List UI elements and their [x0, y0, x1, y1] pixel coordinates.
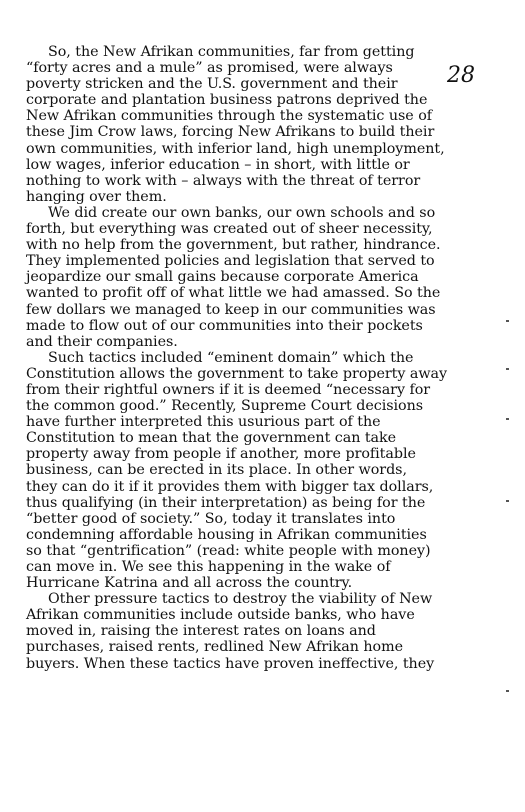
text-line: these Jim Crow laws, forcing New Afrikans to build their	[26, 124, 435, 141]
text-line: and their companies.	[26, 333, 178, 350]
text-line: can move in. We see this happening in the wake of	[26, 559, 391, 575]
text-line: the common good.” Recently, Supreme Court decisions	[26, 398, 424, 415]
text-line: hanging over them.	[26, 188, 167, 205]
text-line: poverty stricken and the U.S. government and their	[26, 76, 398, 93]
handwritten-page-number: 28	[447, 63, 475, 88]
text-line: have further interpreted this usurious part of the	[26, 414, 381, 431]
text-line: from their rightful owners if it is deemed “necessary for	[26, 381, 431, 398]
text-line: business, can be erected in its place. In other words,	[26, 462, 407, 479]
text-line: Constitution allows the government to take property away	[26, 365, 448, 382]
text-line: They implemented policies and legislation that served to	[26, 253, 435, 270]
text-line: So, the New Afrikan communities, far from getting	[48, 44, 415, 60]
text-line: New Afrikan communities through the systematic use of	[26, 108, 433, 125]
margin-mark	[506, 368, 509, 370]
text-line: Afrikan communities include outside banks, who have	[26, 607, 415, 624]
text-line: few dollars we managed to keep in our communities was	[26, 301, 436, 318]
margin-mark	[506, 690, 509, 692]
text-line: jeopardize our small gains because corporate America	[26, 269, 419, 286]
text-line: thus qualifying (in their interpretation) as being for the	[26, 494, 426, 511]
margin-mark	[506, 320, 509, 322]
text-line: Other pressure tactics to destroy the viability of New	[48, 591, 433, 608]
margin-mark	[506, 418, 509, 420]
text-line: low wages, inferior education – in short, with little or	[26, 156, 410, 173]
text-line: they can do it if it provides them with bigger tax dollars,	[26, 478, 434, 495]
text-line: property away from people if another, more profitable	[26, 446, 416, 463]
text-line: purchases, raised rents, redlined New Afrikan home	[26, 639, 404, 656]
body-text	[26, 44, 496, 672]
text-line: corporate and plantation business patrons deprived the	[26, 92, 428, 109]
text-line: forth, but everything was created out of sheer necessity,	[26, 221, 433, 238]
text-line: Such tactics included “eminent domain” which the	[48, 349, 414, 366]
text-line: so that “gentrification” (read: white people with money)	[26, 542, 431, 559]
text-line: own communities, with inferior land, high unemployment,	[26, 140, 445, 157]
text-line: condemning affordable housing in Afrikan communities	[26, 526, 427, 543]
text-line: “forty acres and a mule” as promised, were always	[26, 60, 393, 77]
margin-mark	[506, 500, 509, 502]
text-line: nothing to work with – always with the threat of terror	[26, 172, 421, 189]
text-line: We did create our own banks, our own schools and so	[48, 204, 436, 221]
text-line: made to flow out of our communities into their pockets	[26, 317, 423, 334]
text-line: wanted to profit off of what little we had amassed. So the	[26, 285, 441, 302]
text-line: with no help from the government, but rather, hindrance.	[26, 237, 441, 254]
text-line: Constitution to mean that the government can take	[26, 430, 397, 447]
text-line: “better good of society.” So, today it translates into	[26, 510, 396, 527]
text-line: buyers. When these tactics have proven ineffective, they	[26, 655, 435, 672]
text-line: moved in, raising the interest rates on loans and	[26, 623, 376, 640]
text-line: Hurricane Katrina and all across the country.	[26, 575, 353, 592]
